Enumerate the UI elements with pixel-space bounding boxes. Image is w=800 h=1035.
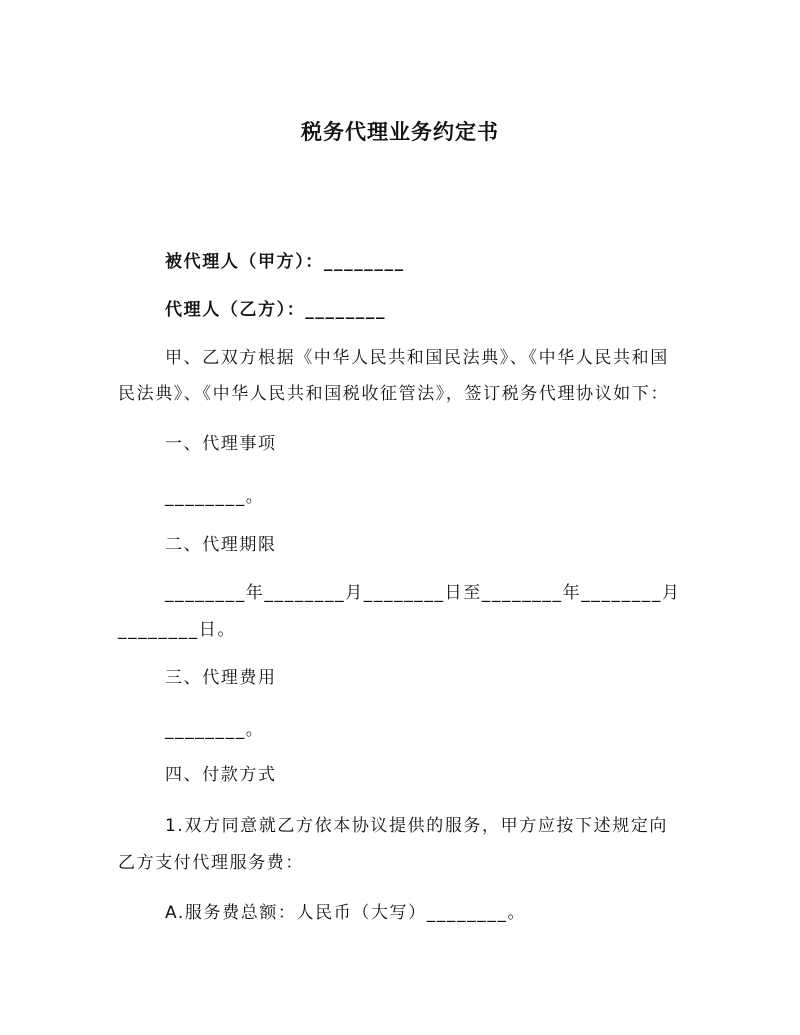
preamble-line-1: 甲、乙双方根据《中华人民共和国民法典》、《中华人民共和国 bbox=[165, 348, 669, 368]
section-2-heading: 二、代理期限 bbox=[165, 535, 277, 555]
section-4-item-1-line-1: 1.双方同意就乙方依本协议提供的服务，甲方应按下述规定向 bbox=[165, 816, 669, 836]
section-1-heading: 一、代理事项 bbox=[165, 434, 277, 454]
section-2-body-line-1: ________年________月________日至________年________月 bbox=[165, 583, 681, 603]
party-b-line: 代理人（乙方）：________ bbox=[165, 300, 387, 320]
party-a-line: 被代理人（甲方）：________ bbox=[165, 252, 405, 272]
section-3-heading: 三、代理费用 bbox=[165, 668, 277, 688]
document-title: 税务代理业务约定书 bbox=[301, 120, 499, 144]
section-1-body: ________。 bbox=[165, 487, 265, 507]
section-4-item-1-line-2: 乙方支付代理服务费： bbox=[118, 853, 304, 873]
section-4-item-a: A.服务费总额：人民币（大写）________。 bbox=[165, 903, 527, 923]
preamble-line-2: 民法典》、《中华人民共和国税收征管法》，签订税务代理协议如下： bbox=[118, 384, 670, 404]
section-2-body-line-2: ________日。 bbox=[118, 620, 236, 640]
section-4-heading: 四、付款方式 bbox=[165, 765, 277, 785]
section-3-body: ________。 bbox=[165, 720, 265, 740]
